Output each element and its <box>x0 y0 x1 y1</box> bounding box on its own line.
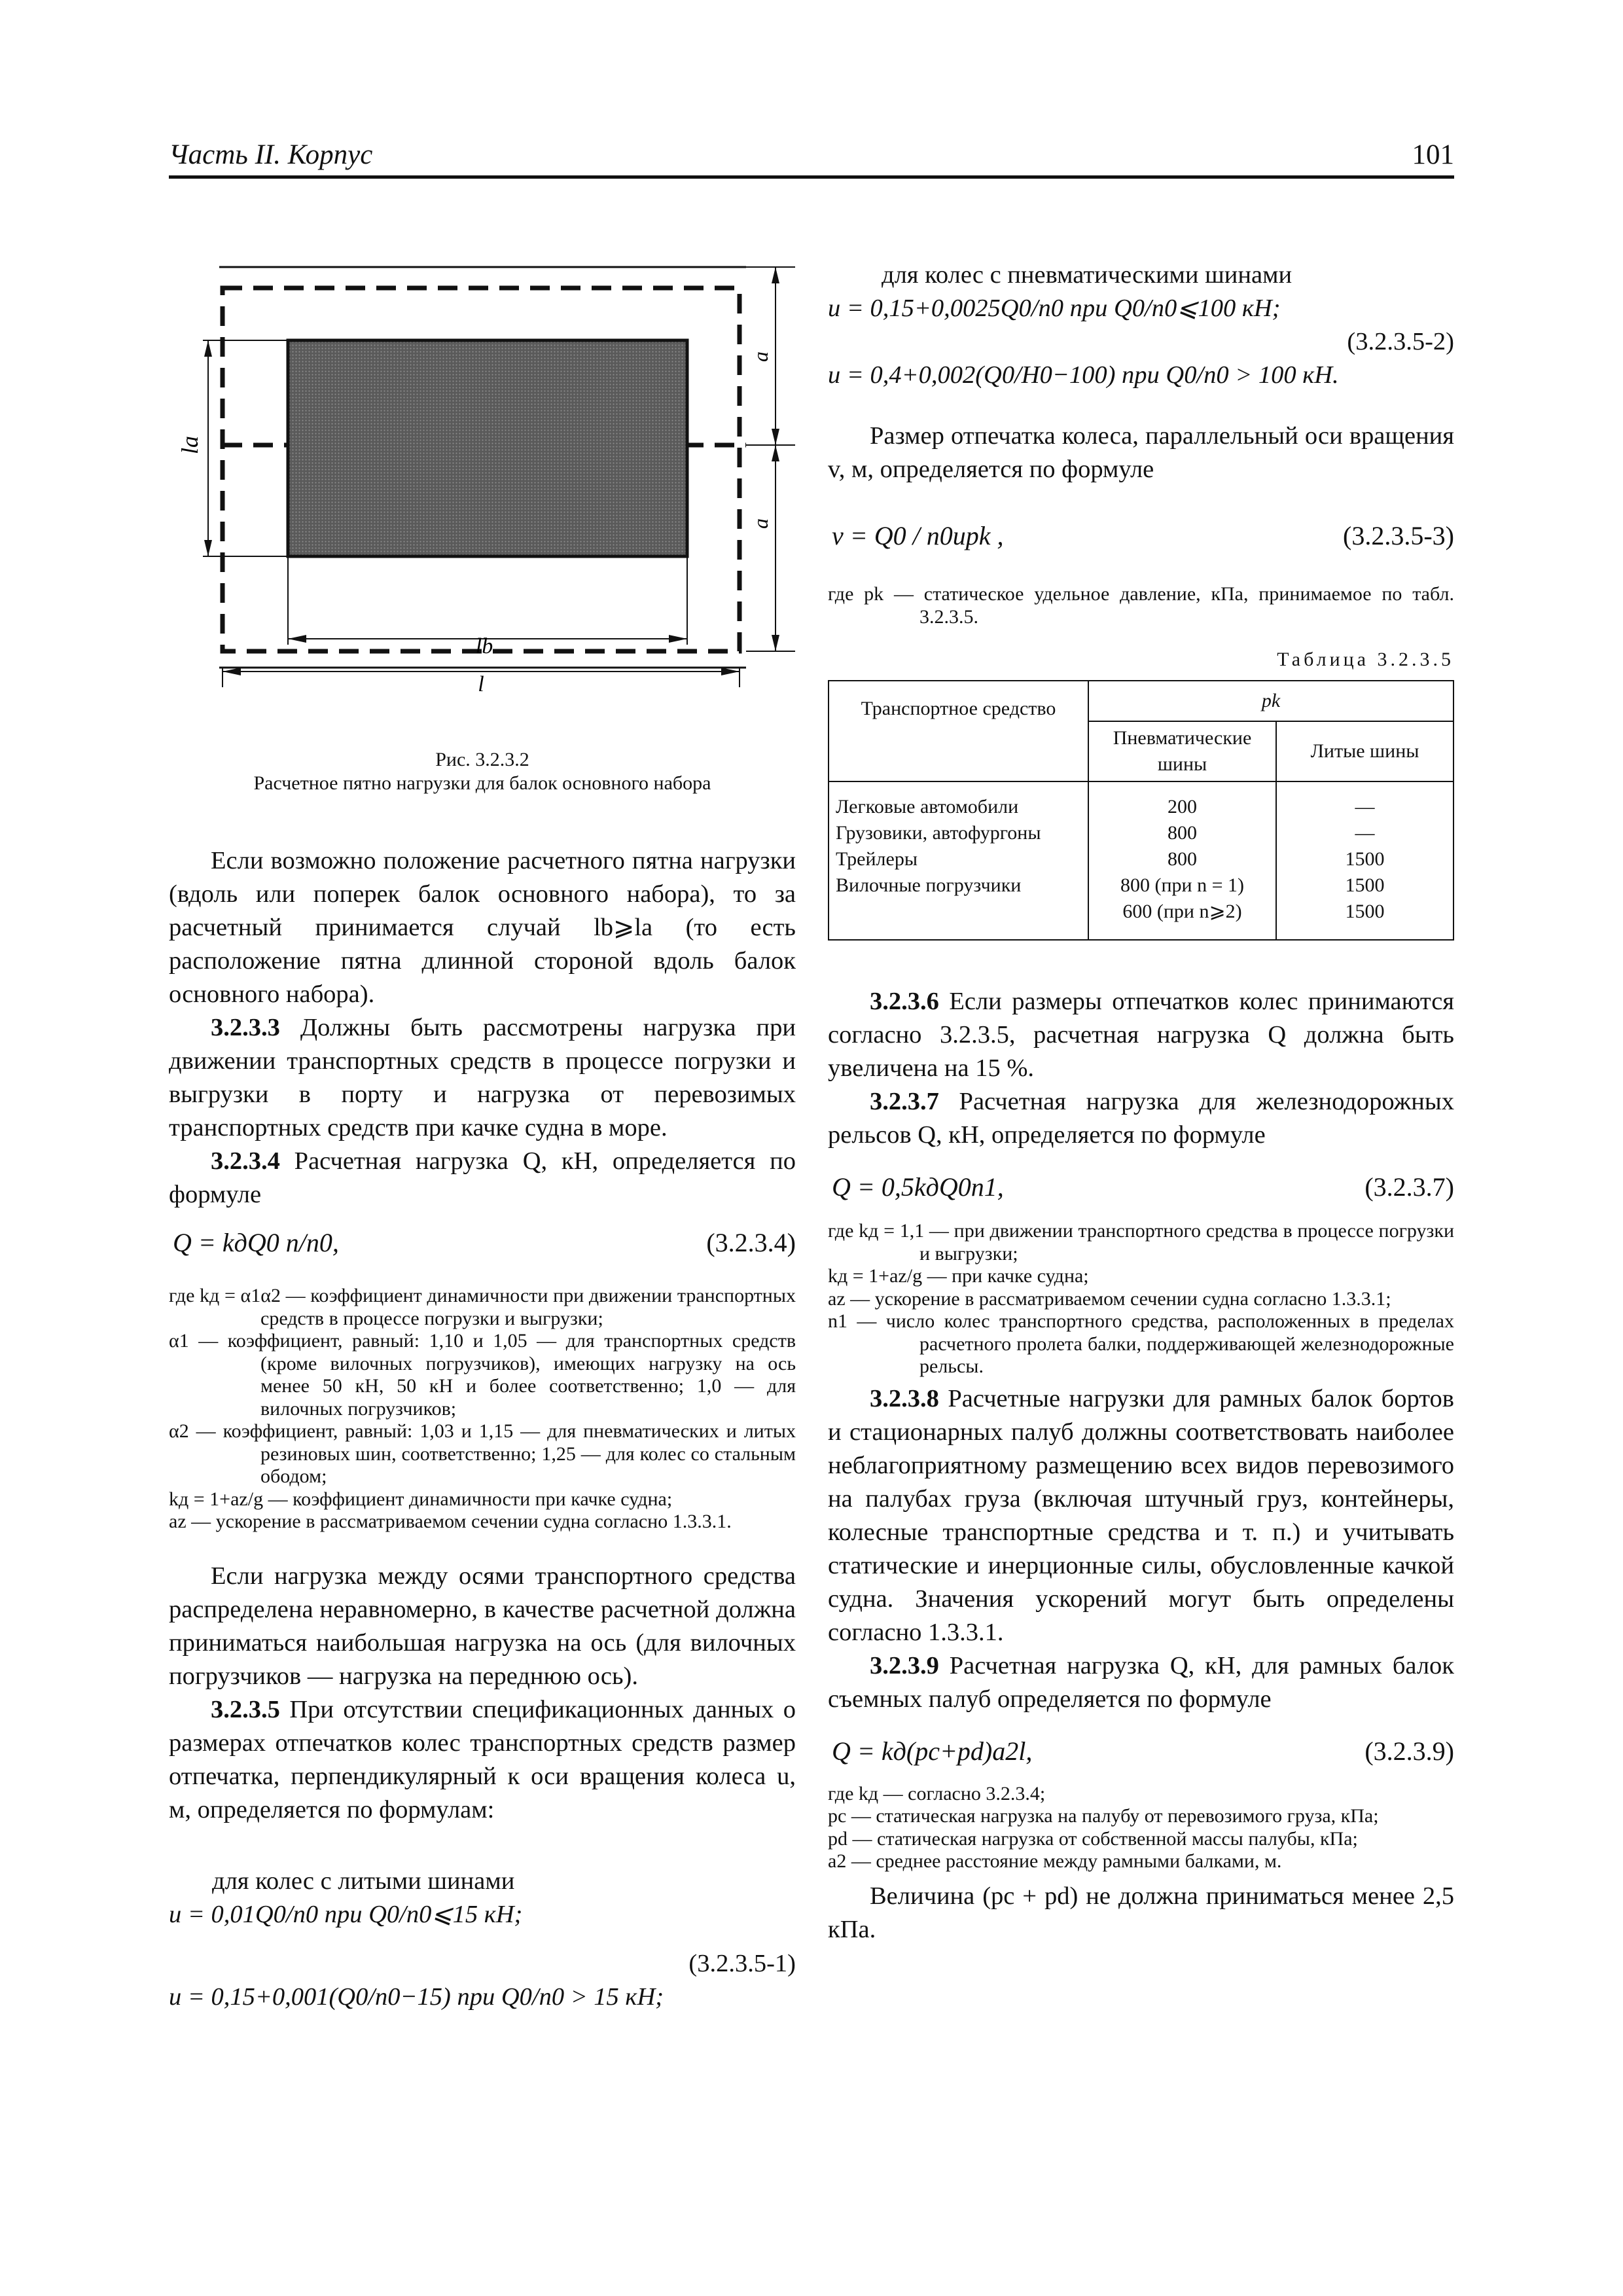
table-cell: 800 <box>1088 846 1276 872</box>
clause-text: Расчетные нагрузки для рамных балок бортов и стационарных палуб должны соответствовать наиболее неблагоприятному размещению всех видов перевозимого на палубах груза (включая штучный груз, контейнеры, колесные транспортные средства и т. п.) и учитывать статические и инерционные силы, обусловленные качкой судна. Значения ускорений могут быть определены согласно 1.3.3.1. <box>828 1384 1454 1646</box>
where-item: α1 — коэффициент, равный: 1,10 и 1,05 — для транспортных средств (кроме вилочных погрузчиков), имеющих нагрузку на ось менее 50 кН, 50 кН и более соответственно; 1,0 — для вилочных погрузчиков; <box>169 1330 796 1420</box>
paragraph-3-2-3-6 <box>828 985 1454 1085</box>
load-patch <box>288 340 687 556</box>
clause-number: 3.2.3.5 <box>211 1695 280 1723</box>
where-list-3 <box>828 1220 1454 1378</box>
table-row <box>829 781 1454 820</box>
table-header-solid: Литые шины <box>1276 721 1454 781</box>
paragraph-3-2-3-3 <box>169 1011 796 1145</box>
where-list-4 <box>828 1783 1454 1873</box>
dim-label-la: la <box>177 435 203 455</box>
table-cell: 800 (при n = 1) <box>1088 872 1276 899</box>
table-cell: 1500 <box>1276 846 1454 872</box>
where-item: где kд = α1α2 — коэффициент динамичности при движении транспортных средств в процессе погрузки и выгрузки; <box>169 1285 796 1329</box>
dim-label-l: l <box>478 672 484 696</box>
where-item: pc — статическая нагрузка на палубу от перевозимого груза, кПа; <box>828 1805 1379 1827</box>
paragraph-load-patch-position: Если возможно положение расчетного пятна нагрузки (вдоль или поперек балок основного набора), то за расчетный принимается случай lb⩾la (то есть расположение пятна длинной стороной вдоль балок основного набора). <box>169 847 796 1008</box>
table-cell: 600 (при n⩾2) <box>1088 899 1276 940</box>
clause-text: При отсутствии спецификационных данных о размерах отпечатков колес транспортных средств размер отпечатка, перпендикулярный к оси вращения колеса u, м, определяется по формулам: <box>169 1695 796 1823</box>
table-cell: 1500 <box>1276 872 1454 899</box>
paragraph-min-load: Величина (pc + pd) не должна приниматься менее 2,5 кПа. <box>828 1882 1454 1943</box>
paragraph-3-2-3-5 <box>169 1693 796 1827</box>
clause-number: 3.2.3.3 <box>211 1014 280 1041</box>
dim-label-lb: lb <box>475 634 493 658</box>
formula-number: (3.2.3.5-1) <box>688 1949 796 1977</box>
table-cell <box>829 899 1088 940</box>
formula-number: (3.2.3.7) <box>1364 1172 1454 1202</box>
where-list-2 <box>828 583 1454 628</box>
right-column <box>828 259 1454 1946</box>
paragraph-3-2-3-7 <box>828 1085 1454 1152</box>
running-header-title: Часть II. Корпус <box>169 139 373 170</box>
clause-number: 3.2.3.9 <box>870 1651 939 1679</box>
dim-label-a-bottom: a <box>749 518 772 529</box>
where-item: kд = 1+az/g — при качке судна; <box>828 1265 1089 1287</box>
table-header-pk: pk <box>1088 681 1454 721</box>
clause-number: 3.2.3.4 <box>211 1147 280 1175</box>
formula-number: (3.2.3.5-2) <box>1347 328 1454 355</box>
formula-number: (3.2.3.4) <box>706 1228 796 1257</box>
formula-3-2-3-4 <box>169 1226 796 1272</box>
table-cell: — <box>1276 820 1454 846</box>
formula-number: (3.2.3.5-3) <box>1343 521 1454 550</box>
table-cell: 800 <box>1088 820 1276 846</box>
formula-3-2-3-5-2 <box>828 259 1454 392</box>
clause-text: Должны быть рассмотрены нагрузка при движении транспортных средств в процессе погрузки и выгрузки в порту и нагрузка от перевозимых транспортных средств при качке судна в море. <box>169 1014 796 1141</box>
where-item: a2 — среднее расстояние между рамными балками, м. <box>828 1850 1282 1872</box>
formula-3-2-3-5-1 <box>169 1865 796 2014</box>
where-item: az — ускорение в рассматриваемом сечении судна согласно 1.3.3.1; <box>828 1287 1391 1310</box>
where-item: kд = 1+az/g — коэффициент динамичности при качке судна; <box>169 1488 673 1510</box>
table-row <box>829 872 1454 899</box>
clause-number: 3.2.3.8 <box>870 1384 939 1412</box>
table-cell: Легковые автомобили <box>829 781 1088 820</box>
table-row <box>829 846 1454 872</box>
figure-caption <box>169 748 796 795</box>
pressure-table <box>828 680 1454 941</box>
table-cell: Грузовики, автофургоны <box>829 820 1088 846</box>
where-item: pd — статическая нагрузка от собственной массы палубы, кПа; <box>828 1827 1358 1850</box>
table-row <box>829 820 1454 846</box>
formula-line: u = 0,15+0,0025Q0/n0 при Q0/n0⩽100 кН; <box>828 295 1281 322</box>
where-item: где kд — согласно 3.2.3.4; <box>828 1782 1046 1804</box>
clause-number: 3.2.3.6 <box>870 988 939 1015</box>
where-item: где pk — статическое удельное давление, кПа, принимаемое по табл. 3.2.3.5. <box>828 583 1454 628</box>
table-cell: 1500 <box>1276 899 1454 940</box>
paragraph-3-2-3-8 <box>828 1382 1454 1649</box>
where-item: где kд = 1,1 — при движении транспортного средства в процессе погрузки и выгрузки; <box>828 1220 1454 1265</box>
clause-text: Расчетная нагрузка Q, кН, для рамных балок съемных палуб определяется по формуле <box>828 1651 1454 1713</box>
paragraph-axle-load: Если нагрузка между осями транспортного средства распределена неравномерно, в качестве расчетной должна приниматься наибольшая нагрузка на ось (для вилочных погрузчиков — нагрузка на переднюю ось). <box>169 1562 796 1690</box>
formula-line: u = 0,4+0,002(Q0/H0−100) при Q0/n0 > 100 кН. <box>828 361 1339 389</box>
formula-number: (3.2.3.9) <box>1364 1736 1454 1766</box>
formula-expression: v = Q0 / n0upk , <box>832 521 1004 550</box>
table-cell: Трейлеры <box>829 846 1088 872</box>
load-patch-figure <box>177 249 785 720</box>
formula-expression: Q = kд(pc+pd)a2l, <box>832 1736 1033 1766</box>
formula-expression: Q = 0,5kдQ0n1, <box>832 1172 1004 1202</box>
header-rule <box>169 175 1454 179</box>
table-row <box>829 899 1454 940</box>
table-header-pneumatic: Пневматические шины <box>1088 721 1276 781</box>
table-cell: 200 <box>1088 781 1276 820</box>
where-item: az — ускорение в рассматриваемом сечении судна согласно 1.3.3.1. <box>169 1511 732 1532</box>
formula-line: u = 0,01Q0/n0 при Q0/n0⩽15 кН; <box>169 1900 523 1928</box>
paragraph-3-2-3-9 <box>828 1649 1454 1716</box>
clause-text: Расчетная нагрузка для железнодорожных рельсов Q, кН, определяется по формуле <box>828 1088 1454 1149</box>
formula-3-2-3-7 <box>828 1170 1454 1211</box>
formula-3-2-3-5-3 <box>828 519 1454 573</box>
where-item: n1 — число колес транспортного средства, расположенных в пределах расчетного пролета балки, поддерживающей железнодорожные рельсы. <box>828 1310 1454 1377</box>
table-header-vehicle: Транспортное средство <box>829 681 1088 781</box>
formula-expression: Q = kдQ0 n/n0, <box>173 1228 339 1257</box>
paragraph-print-size: Размер отпечатка колеса, параллельный оси вращения v, м, определяется по формуле <box>828 422 1454 483</box>
table-title: Таблица 3.2.3.5 <box>1277 649 1454 670</box>
dim-label-a-top: a <box>749 351 772 362</box>
paragraph-3-2-3-4 <box>169 1145 796 1211</box>
formula-line: u = 0,15+0,001(Q0/n0−15) при Q0/n0 > 15 кН; <box>169 1982 664 2011</box>
figure-caption-text: Расчетное пятно нагрузки для балок основного набора <box>253 772 711 794</box>
table-cell: Вилочные погрузчики <box>829 872 1088 899</box>
clause-number: 3.2.3.7 <box>870 1088 939 1115</box>
where-list-1 <box>169 1285 796 1534</box>
clause-text: Если размеры отпечатков колес принимаются согласно 3.2.3.5, расчетная нагрузка Q должна быть увеличена на 15 %. <box>828 988 1454 1082</box>
left-column <box>169 844 796 2014</box>
table-cell: — <box>1276 781 1454 820</box>
page-number: 101 <box>1412 139 1454 170</box>
formula-intro: для колес с пневматическими шинами <box>882 261 1293 289</box>
figure-caption-number: Рис. 3.2.3.2 <box>435 749 529 770</box>
clause-text: Расчетная нагрузка Q, кН, определяется по формуле <box>169 1147 796 1208</box>
where-item: α2 — коэффициент, равный: 1,03 и 1,15 — для пневматических и литых резиновых шин, соответственно; 1,25 — для колес со стальным ободом; <box>169 1420 796 1487</box>
formula-3-2-3-9 <box>828 1734 1454 1775</box>
formula-intro: для колес с литыми шинами <box>212 1867 515 1895</box>
